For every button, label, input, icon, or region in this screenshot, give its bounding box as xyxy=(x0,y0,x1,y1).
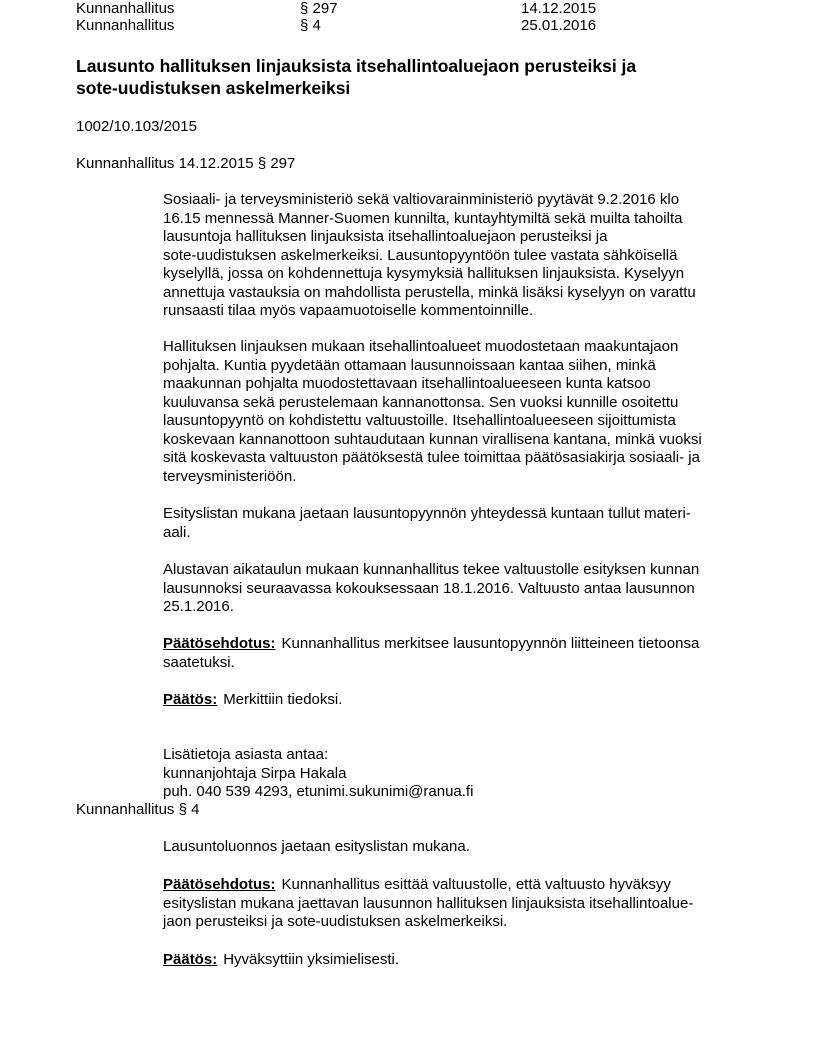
paragraph xyxy=(163,505,753,542)
contact-line: Lisätietoja asiasta antaa: xyxy=(163,746,329,763)
decision xyxy=(163,691,753,710)
decision xyxy=(163,951,753,970)
decision-text: Hyväksyttiin yksimielisesti. xyxy=(223,951,400,968)
header-date: 25.01.2016 xyxy=(521,17,597,34)
text-line: terveysministeriöön. xyxy=(163,467,297,485)
proposal-text: jaon perusteiksi ja sote-uudistuksen askelmerkeiksi. xyxy=(163,913,508,930)
text-line: kyselyllä, jossa on kohdennettuja kysymyksiä hallituksen linjauksista. Kyselyyn xyxy=(163,265,685,282)
header-row xyxy=(76,0,776,18)
header-section: § 4 xyxy=(300,17,321,34)
paragraph xyxy=(163,838,753,857)
text-line: 16.15 mennessä Manner-Suomen kunnilta, kuntayhtymiltä sekä muilta tahoilta xyxy=(163,209,683,227)
decision-text: Merkittiin tiedoksi. xyxy=(223,691,343,708)
text-line: Esityslistan mukana jaetaan lausuntopyynnön yhteydessä kuntaan tullut materi- xyxy=(163,505,691,522)
paragraph xyxy=(163,191,753,321)
text-line: Lausuntoluonnos jaetaan esityslistan mukana. xyxy=(163,838,470,855)
paragraph xyxy=(163,561,753,617)
text-line: lausunnoksi seuraavassa kokouksessaan 18.1.2016. Valtuusto antaa lausunnon xyxy=(163,579,695,597)
text-line: aali. xyxy=(163,523,191,541)
meeting2-heading: Kunnanhallitus § 4 xyxy=(76,801,200,818)
text-line: pohjalta. Kuntia pyydetään ottamaan lausunnoissaan kantaa siihen, minkä xyxy=(163,356,656,374)
title-line: sote-uudistuksen askelmerkeiksi xyxy=(76,78,351,98)
text-line: lausuntopyyntö on kohdistettu valtuustoille. Itsehallintoalueeseen sijoittumista xyxy=(163,412,676,429)
proposal-text: esityslistan mukana jaettavan lausunnon hallituksen linjauksista itsehallintoalue- xyxy=(163,894,694,912)
paragraph xyxy=(163,338,753,486)
decision-proposal xyxy=(163,876,753,932)
text-line: sitä koskevasta valtuuston päätöksestä tulee toimittaa päätösasiakirja sosiaali- ja xyxy=(163,449,700,466)
text-line: sote-uudistuksen askelmerkeiksi. Lausuntopyyntöön tulee vastata sähköisellä xyxy=(163,246,678,264)
decision-label: Päätös: xyxy=(163,951,218,968)
proposal-text: Kunnanhallitus esittää valtuustolle, että valtuusto hyväksyy xyxy=(281,876,671,893)
text-line: Hallituksen linjauksen mukaan itsehallintoalueet muodostetaan maakuntajaon xyxy=(163,338,679,355)
contact-info xyxy=(163,746,753,802)
header-body: Kunnanhallitus xyxy=(76,17,175,34)
meeting1-heading: Kunnanhallitus 14.12.2015 § 297 xyxy=(76,155,296,172)
proposal-text: saatetuksi. xyxy=(163,653,235,671)
text-line: Alustavan aikataulun mukaan kunnanhallitus tekee valtuustolle esityksen kunnan xyxy=(163,561,700,578)
proposal-label: Päätösehdotus: xyxy=(163,635,276,652)
decision-label: Päätös: xyxy=(163,691,218,708)
contact-line: puh. 040 539 4293, etunimi.sukunimi@ranua.fi xyxy=(163,783,474,800)
title-line: Lausunto hallituksen linjauksista itsehallintoaluejaon perusteiksi ja xyxy=(76,56,637,76)
header-date: 14.12.2015 xyxy=(521,0,597,17)
text-line: 25.1.2016. xyxy=(163,598,234,615)
text-line: runsaasti tilaa myös vapaamuotoiselle kommentoinnille. xyxy=(163,302,534,319)
proposal-text: Kunnanhallitus merkitsee lausuntopyynnön liitteineen tietoonsa xyxy=(281,635,700,652)
header-body: Kunnanhallitus xyxy=(76,0,175,17)
text-line: Sosiaali- ja terveysministeriö sekä valtiovarainministeriö pyytävät 9.2.2016 klo xyxy=(163,191,680,208)
text-line: lausuntoja hallituksen linjauksista itsehallintoaluejaon perusteiksi ja xyxy=(163,228,608,245)
header-section: § 297 xyxy=(300,0,338,17)
contact-line: kunnanjohtaja Sirpa Hakala xyxy=(163,764,347,782)
record-number: 1002/10.103/2015 xyxy=(76,118,197,135)
text-line: koskevaan kannanottoon suhtaudutaan kunnan virallisena kantana, minkä vuoksi xyxy=(163,430,702,448)
header-row xyxy=(76,17,776,35)
proposal-label: Päätösehdotus: xyxy=(163,876,276,893)
text-line: maakunnan pohjalta muodostettavaan itsehallintoalueeseen kunta katsoo xyxy=(163,375,651,392)
decision-proposal xyxy=(163,635,753,672)
document-title xyxy=(76,55,756,99)
text-line: kuuluvansa sekä perustelemaan kannanottonsa. Sen vuoksi kunnille osoitettu xyxy=(163,393,679,411)
text-line: annettuja vastauksia on mahdollista perustella, minkä lisäksi kyselyyn on varattu xyxy=(163,283,696,301)
